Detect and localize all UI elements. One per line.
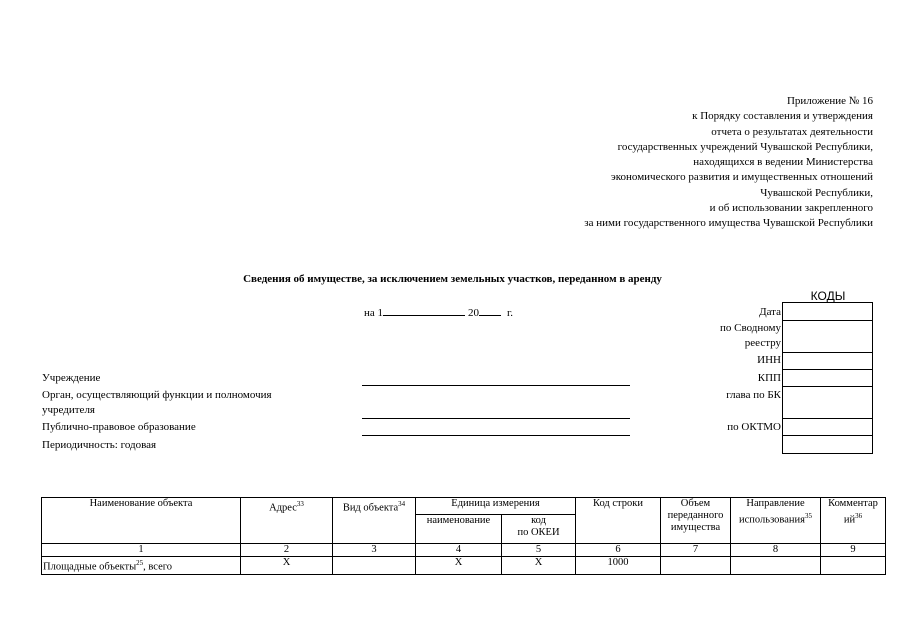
appendix-line: Чувашской Республики, (760, 186, 873, 199)
institution-field[interactable] (362, 385, 630, 386)
code-label-oktmo: по ОКТМО (727, 421, 781, 433)
column-number-row (42, 544, 886, 557)
code-box-date[interactable] (782, 302, 873, 321)
date-year-prefix: 20 (468, 307, 480, 319)
appendix-line: к Порядку составления и утверждения (692, 110, 873, 123)
appendix-line: государственных учреждений Чувашской Республики, (617, 140, 873, 153)
row-volume[interactable] (661, 557, 731, 575)
date-year-blank[interactable] (479, 306, 501, 316)
appendix-line: Приложение № 16 (786, 95, 873, 107)
col-number: 6 (576, 544, 661, 557)
header-unit-code: код по ОКЕИ (502, 515, 576, 544)
col-number: 8 (731, 544, 821, 557)
header-direction: Направление использования$^{35}$ (731, 498, 821, 544)
col-number: 3 (333, 544, 416, 557)
code-box-registry[interactable] (782, 320, 873, 353)
row-object-name: Площадные объекты$^{25}$, всего (42, 557, 241, 575)
code-box-extra[interactable] (782, 435, 873, 454)
col-number: 9 (821, 544, 886, 557)
row-address: X (241, 557, 333, 575)
col-number: 2 (241, 544, 333, 557)
appendix-line: за ними государственного имущества Чувашской Республики (584, 217, 873, 230)
report-date-line (364, 306, 513, 319)
code-box-bk[interactable] (782, 386, 873, 419)
date-suffix: г. (507, 307, 514, 319)
code-label-registry-2: реестру (744, 337, 781, 349)
appendix-line: находящихся в ведении Министерства (693, 156, 873, 169)
row-line-code: 1000 (576, 557, 661, 575)
code-label-inn: ИНН (757, 354, 781, 366)
col-number: 4 (416, 544, 502, 557)
date-day-month-blank[interactable] (383, 306, 465, 316)
row-unit-name: X (416, 557, 502, 575)
code-box-oktmo[interactable] (782, 418, 873, 436)
code-label-kpp: КПП (757, 372, 781, 384)
municipality-label: Публично-правовое образование (42, 421, 196, 433)
appendix-line: отчета о результатах деятельности (711, 125, 873, 138)
appendix-header (584, 94, 873, 232)
header-object-name: Наименование объекта (42, 498, 241, 544)
founder-label-line2: учредителя (42, 404, 95, 416)
appendix-line: и об использовании закрепленного (709, 202, 873, 215)
institution-label: Учреждение (42, 372, 101, 384)
date-prefix: на 1 (364, 307, 384, 319)
code-box-inn[interactable] (782, 352, 873, 370)
header-address: Адрес$^{33}$ (241, 498, 333, 544)
header-unit-name: наименование (416, 515, 502, 544)
codes-title: КОДЫ (810, 289, 846, 303)
form-title: Сведения об имуществе, за исключением земельных участков, переданном в аренду (243, 273, 662, 285)
property-table (41, 497, 886, 575)
row-type[interactable] (333, 557, 416, 575)
row-direction[interactable] (731, 557, 821, 575)
code-label-date: Дата (759, 306, 781, 318)
row-unit-code: X (502, 557, 576, 575)
table-row (42, 557, 886, 575)
code-label-bk: глава по БК (726, 389, 781, 401)
appendix-line: экономического развития и имущественных отношений (611, 171, 873, 184)
header-object-type: Вид объекта$^{34}$ (333, 498, 416, 544)
code-box-kpp[interactable] (782, 369, 873, 387)
col-number: 5 (502, 544, 576, 557)
col-number: 1 (42, 544, 241, 557)
row-comment[interactable] (821, 557, 886, 575)
header-comment: Комментар $ий^{36}$ (821, 498, 886, 544)
col-number: 7 (661, 544, 731, 557)
founder-field[interactable] (362, 418, 630, 419)
code-label-registry-1: по Сводному (719, 322, 781, 334)
header-volume: Объем переданного имущества (661, 498, 731, 544)
periodicity-label: Периодичность: годовая (42, 439, 157, 451)
header-unit: Единица измерения (416, 498, 576, 515)
header-line-code: Код строки (576, 498, 661, 544)
municipality-field[interactable] (362, 435, 630, 436)
founder-label-line1: Орган, осуществляющий функции и полномочия (42, 389, 272, 401)
